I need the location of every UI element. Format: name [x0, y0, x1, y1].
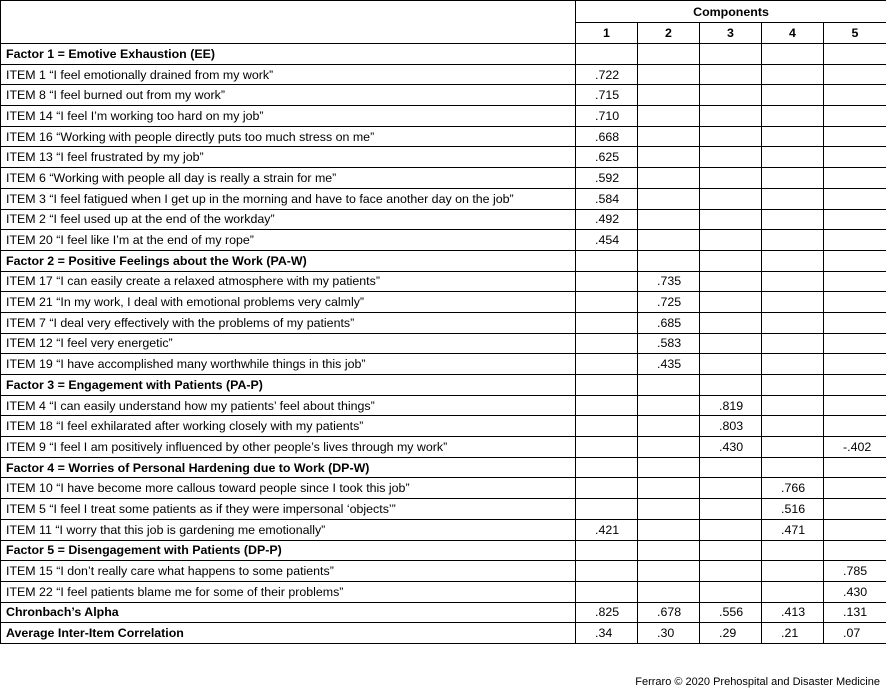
loading-cell-component-5 [824, 519, 886, 540]
loading-cell-component-3: .29 [700, 623, 762, 644]
table-body [1, 44, 886, 644]
loading-cell-component-4 [762, 250, 824, 271]
loading-cell-component-1 [576, 250, 638, 271]
loading-cell-component-3: .556 [700, 602, 762, 623]
loading-cell-component-2 [638, 437, 700, 458]
loading-cell-component-5 [824, 271, 886, 292]
table-row [1, 230, 886, 251]
row-label: Factor 5 = Disengagement with Patients (DP-P) [1, 540, 576, 561]
loading-cell-component-1: .722 [576, 64, 638, 85]
row-label: ITEM 11 “I worry that this job is gardening me emotionally” [1, 519, 576, 540]
loading-cell-component-2: .30 [638, 623, 700, 644]
loading-cell-component-4 [762, 209, 824, 230]
loading-cell-component-3 [700, 375, 762, 396]
loading-cell-component-3 [700, 271, 762, 292]
loading-cell-component-2 [638, 188, 700, 209]
row-label: ITEM 21 “In my work, I deal with emotional problems very calmly” [1, 292, 576, 313]
loading-cell-component-1 [576, 437, 638, 458]
loading-cell-component-1 [576, 416, 638, 437]
loading-cell-component-1 [576, 478, 638, 499]
loading-cell-component-1: .492 [576, 209, 638, 230]
loading-cell-component-3 [700, 126, 762, 147]
loading-cell-component-4 [762, 457, 824, 478]
table-row [1, 126, 886, 147]
loading-cell-component-5 [824, 147, 886, 168]
loading-cell-component-1: .592 [576, 168, 638, 189]
loading-cell-component-3 [700, 333, 762, 354]
table-row [1, 64, 886, 85]
factor-row [1, 250, 886, 271]
loading-cell-component-2 [638, 499, 700, 520]
loading-cell-component-1: .668 [576, 126, 638, 147]
loading-cell-component-4: .413 [762, 602, 824, 623]
row-label: ITEM 20 “I feel like I’m at the end of my rope” [1, 230, 576, 251]
row-label: ITEM 22 “I feel patients blame me for some of their problems” [1, 581, 576, 602]
row-label: ITEM 10 “I have become more callous toward people since I took this job” [1, 478, 576, 499]
loading-cell-component-5: -.402 [824, 437, 886, 458]
row-label: Factor 4 = Worries of Personal Hardening due to Work (DP-W) [1, 457, 576, 478]
credit-line: Ferraro © 2020 Prehospital and Disaster Medicine [635, 676, 880, 688]
loading-cell-component-5: .430 [824, 581, 886, 602]
loading-cell-component-2 [638, 250, 700, 271]
loading-cell-component-4 [762, 395, 824, 416]
loading-cell-component-2: .735 [638, 271, 700, 292]
column-header-4: 4 [762, 23, 824, 44]
row-label: ITEM 5 “I feel I treat some patients as if they were impersonal ‘objects’” [1, 499, 576, 520]
loading-cell-component-1: .584 [576, 188, 638, 209]
row-label: Factor 1 = Emotive Exhaustion (EE) [1, 44, 576, 65]
loading-cell-component-1 [576, 271, 638, 292]
loading-cell-component-4 [762, 437, 824, 458]
loading-cell-component-3 [700, 188, 762, 209]
table-row [1, 561, 886, 582]
loading-cell-component-2 [638, 561, 700, 582]
loading-cell-component-3: .803 [700, 416, 762, 437]
table-row [1, 416, 886, 437]
loading-cell-component-4 [762, 333, 824, 354]
loading-cell-component-5 [824, 106, 886, 127]
row-label: ITEM 15 “I don’t really care what happens to some patients” [1, 561, 576, 582]
row-label: ITEM 2 “I feel used up at the end of the workday” [1, 209, 576, 230]
loading-cell-component-5 [824, 209, 886, 230]
table-row [1, 354, 886, 375]
loading-cell-component-4 [762, 230, 824, 251]
row-label: Factor 2 = Positive Feelings about the Work (PA-W) [1, 250, 576, 271]
loading-cell-component-3 [700, 209, 762, 230]
header-blank-cell [1, 1, 576, 44]
loading-cell-component-5: .785 [824, 561, 886, 582]
loading-cell-component-3 [700, 250, 762, 271]
loading-cell-component-1 [576, 561, 638, 582]
loading-cell-component-3 [700, 354, 762, 375]
row-label: ITEM 13 “I feel frustrated by my job” [1, 147, 576, 168]
loading-cell-component-4 [762, 561, 824, 582]
loading-cell-component-2: .435 [638, 354, 700, 375]
loading-cell-component-1 [576, 581, 638, 602]
loading-cell-component-1: .625 [576, 147, 638, 168]
loading-cell-component-3 [700, 85, 762, 106]
loading-cell-component-3 [700, 561, 762, 582]
table-row [1, 147, 886, 168]
loading-cell-component-4 [762, 540, 824, 561]
loading-cell-component-2: .725 [638, 292, 700, 313]
loading-cell-component-4 [762, 64, 824, 85]
loading-cell-component-5: .07 [824, 623, 886, 644]
summary-row [1, 602, 886, 623]
loading-cell-component-2 [638, 126, 700, 147]
loading-cell-component-5 [824, 64, 886, 85]
loading-cell-component-2 [638, 168, 700, 189]
loading-cell-component-4: .766 [762, 478, 824, 499]
loading-cell-component-2 [638, 375, 700, 396]
loading-cell-component-2 [638, 147, 700, 168]
loading-cell-component-5 [824, 395, 886, 416]
loading-cell-component-1: .34 [576, 623, 638, 644]
loading-cell-component-4 [762, 147, 824, 168]
loading-cell-component-3 [700, 230, 762, 251]
table-row [1, 333, 886, 354]
loading-cell-component-5: .131 [824, 602, 886, 623]
loading-cell-component-1: .710 [576, 106, 638, 127]
loading-cell-component-2 [638, 85, 700, 106]
loading-cell-component-4 [762, 354, 824, 375]
loading-cell-component-2 [638, 581, 700, 602]
loading-cell-component-5 [824, 312, 886, 333]
loading-cell-component-2: .685 [638, 312, 700, 333]
loading-cell-component-5 [824, 44, 886, 65]
loading-cell-component-3 [700, 499, 762, 520]
loading-cell-component-5 [824, 85, 886, 106]
loading-cell-component-5 [824, 292, 886, 313]
loading-cell-component-1 [576, 540, 638, 561]
loading-cell-component-2 [638, 519, 700, 540]
loading-cell-component-1 [576, 44, 638, 65]
loading-cell-component-1 [576, 333, 638, 354]
loading-cell-component-4 [762, 416, 824, 437]
loading-cell-component-5 [824, 354, 886, 375]
loading-cell-component-3: .819 [700, 395, 762, 416]
loading-cell-component-4 [762, 44, 824, 65]
components-header: Components [576, 1, 886, 23]
loading-cell-component-4 [762, 375, 824, 396]
row-label: Average Inter-Item Correlation [1, 623, 576, 644]
table-row [1, 581, 886, 602]
table-row [1, 395, 886, 416]
row-label: ITEM 18 “I feel exhilarated after working closely with my patients” [1, 416, 576, 437]
loading-cell-component-4 [762, 292, 824, 313]
loading-cell-component-4 [762, 126, 824, 147]
loading-cell-component-2 [638, 230, 700, 251]
table-row [1, 271, 886, 292]
loading-cell-component-5 [824, 250, 886, 271]
header-row-title [1, 1, 886, 23]
row-label: Chronbach’s Alpha [1, 602, 576, 623]
factor-row [1, 457, 886, 478]
column-header-3: 3 [700, 23, 762, 44]
loading-cell-component-5 [824, 188, 886, 209]
factor-row [1, 375, 886, 396]
table-row [1, 519, 886, 540]
loading-cell-component-3 [700, 519, 762, 540]
loading-cell-component-3 [700, 478, 762, 499]
loading-cell-component-3 [700, 540, 762, 561]
row-label: ITEM 1 “I feel emotionally drained from my work” [1, 64, 576, 85]
loading-cell-component-4 [762, 312, 824, 333]
table-row [1, 437, 886, 458]
loading-cell-component-5 [824, 457, 886, 478]
loading-cell-component-5 [824, 499, 886, 520]
loading-cell-component-3 [700, 292, 762, 313]
loading-cell-component-5 [824, 540, 886, 561]
loading-cell-component-2: .583 [638, 333, 700, 354]
row-label: ITEM 9 “I feel I am positively influenced by other people’s lives through my work” [1, 437, 576, 458]
row-label: ITEM 6 “Working with people all day is really a strain for me” [1, 168, 576, 189]
loading-cell-component-3 [700, 168, 762, 189]
loading-cell-component-2 [638, 540, 700, 561]
row-label: ITEM 17 “I can easily create a relaxed atmosphere with my patients” [1, 271, 576, 292]
loading-cell-component-2 [638, 64, 700, 85]
loading-cell-component-2 [638, 395, 700, 416]
loading-cell-component-5 [824, 126, 886, 147]
loading-cell-component-2 [638, 416, 700, 437]
loading-cell-component-2 [638, 106, 700, 127]
table-row [1, 499, 886, 520]
loading-cell-component-3 [700, 457, 762, 478]
factor-row [1, 540, 886, 561]
loading-cell-component-1 [576, 457, 638, 478]
loading-cell-component-1 [576, 354, 638, 375]
loading-cell-component-2 [638, 457, 700, 478]
table-row [1, 478, 886, 499]
loading-cell-component-5 [824, 168, 886, 189]
table-row [1, 312, 886, 333]
loading-cell-component-3: .430 [700, 437, 762, 458]
loading-cell-component-5 [824, 416, 886, 437]
loading-cell-component-3 [700, 147, 762, 168]
loading-cell-component-3 [700, 64, 762, 85]
loading-cell-component-1: .715 [576, 85, 638, 106]
row-label: ITEM 16 “Working with people directly puts too much stress on me” [1, 126, 576, 147]
loading-cell-component-2 [638, 44, 700, 65]
loading-cell-component-4 [762, 271, 824, 292]
loading-cell-component-1 [576, 312, 638, 333]
loading-cell-component-2 [638, 209, 700, 230]
row-label: ITEM 14 “I feel I’m working too hard on my job” [1, 106, 576, 127]
loading-cell-component-4 [762, 188, 824, 209]
row-label: ITEM 4 “I can easily understand how my patients’ feel about things” [1, 395, 576, 416]
loading-cell-component-2: .678 [638, 602, 700, 623]
loading-cell-component-5 [824, 478, 886, 499]
loading-cell-component-4: .21 [762, 623, 824, 644]
row-label: ITEM 7 “I deal very effectively with the problems of my patients” [1, 312, 576, 333]
loading-cell-component-1: .825 [576, 602, 638, 623]
table-row [1, 106, 886, 127]
loading-cell-component-4 [762, 168, 824, 189]
row-label: ITEM 3 “I feel fatigued when I get up in the morning and have to face another day on the job” [1, 188, 576, 209]
factor-row [1, 44, 886, 65]
loading-cell-component-1 [576, 375, 638, 396]
loading-cell-component-3 [700, 581, 762, 602]
row-label: ITEM 8 “I feel burned out from my work” [1, 85, 576, 106]
row-label: ITEM 19 “I have accomplished many worthwhile things in this job” [1, 354, 576, 375]
row-label: ITEM 12 “I feel very energetic” [1, 333, 576, 354]
table-row [1, 168, 886, 189]
loading-cell-component-4 [762, 85, 824, 106]
loading-cell-component-5 [824, 230, 886, 251]
table-row [1, 292, 886, 313]
loading-cell-component-5 [824, 375, 886, 396]
loading-cell-component-3 [700, 312, 762, 333]
loading-cell-component-5 [824, 333, 886, 354]
loading-cell-component-4 [762, 106, 824, 127]
table-row [1, 209, 886, 230]
table-row [1, 85, 886, 106]
loading-cell-component-4: .516 [762, 499, 824, 520]
row-label: Factor 3 = Engagement with Patients (PA-P) [1, 375, 576, 396]
loading-cell-component-1 [576, 395, 638, 416]
loading-cell-component-3 [700, 106, 762, 127]
column-header-5: 5 [824, 23, 886, 44]
column-header-1: 1 [576, 23, 638, 44]
summary-row [1, 623, 886, 644]
loading-cell-component-1 [576, 292, 638, 313]
loading-cell-component-2 [638, 478, 700, 499]
loading-cell-component-3 [700, 44, 762, 65]
loading-cell-component-1 [576, 499, 638, 520]
loading-cell-component-1: .454 [576, 230, 638, 251]
column-header-2: 2 [638, 23, 700, 44]
loading-cell-component-4 [762, 581, 824, 602]
loading-cell-component-1: .421 [576, 519, 638, 540]
loading-cell-component-4: .471 [762, 519, 824, 540]
table-row [1, 188, 886, 209]
